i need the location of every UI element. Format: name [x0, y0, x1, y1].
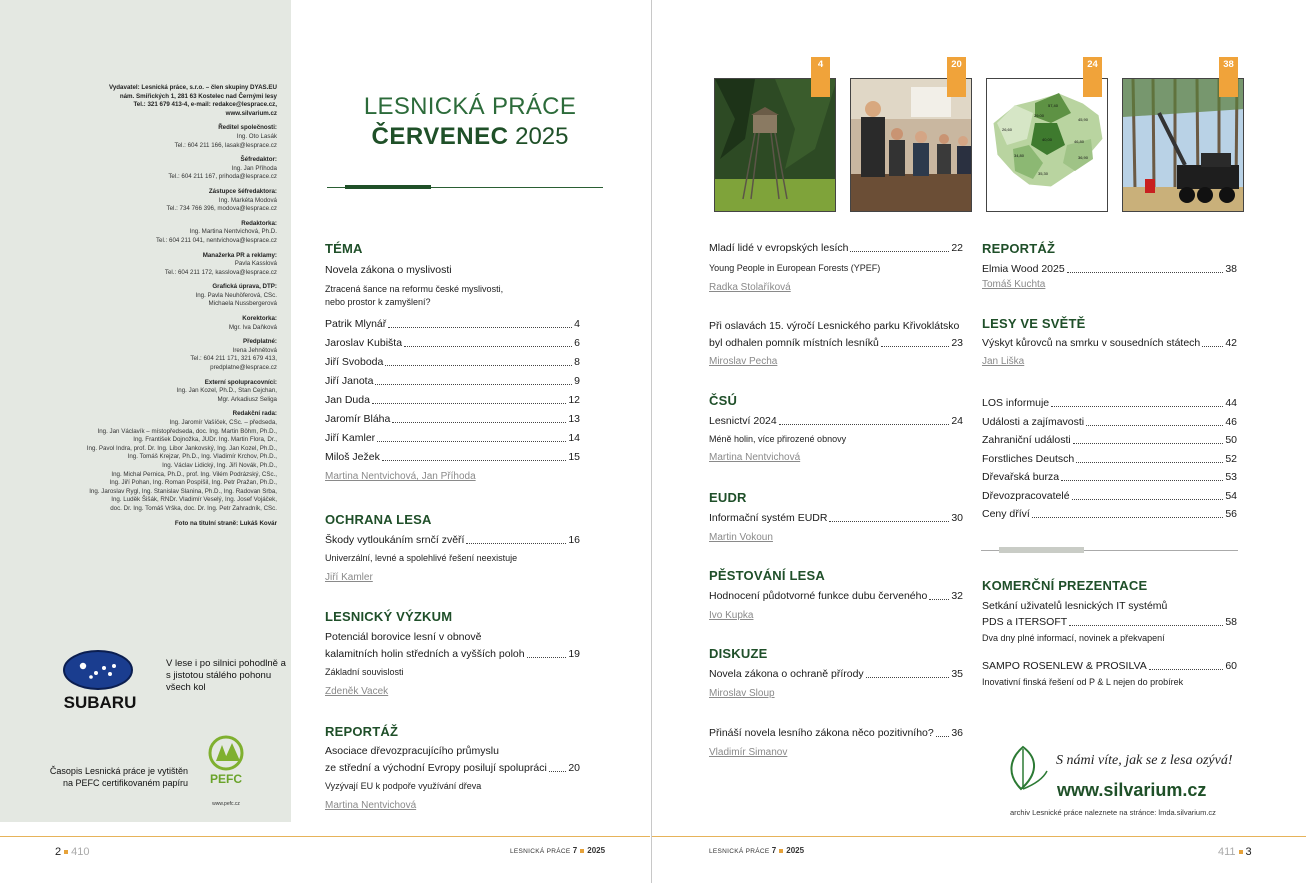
page-badge: 38 [1219, 57, 1238, 97]
page-badge: 24 [1083, 57, 1102, 97]
pefc-url: www.pefc.cz [212, 801, 240, 807]
toc-subtitle: nebo prostor k zamyšlení? [325, 297, 431, 307]
toc-entry[interactable]: Patrik Mlynář 4 [325, 318, 580, 330]
subaru-ad-text: V lese i po silnici pohodlně a s jistotou stálého pohonu všech kol [166, 658, 286, 693]
pefc-label: PEFC [209, 772, 243, 786]
toc-entry[interactable]: Jaromír Bláha 13 [325, 413, 580, 425]
section-heading: LESNICKÝ VÝZKUM [325, 609, 453, 624]
toc-entry[interactable]: Zahraniční události 50 [982, 434, 1237, 446]
svg-text:36,90: 36,90 [1077, 155, 1089, 160]
toc-author[interactable]: Martina Nentvichová [709, 452, 801, 463]
toc-author[interactable]: Martina Nentvichová [325, 800, 417, 811]
imprint-line: doc. Dr. Ing. Tomáš Vrška, doc. Dr. Ing. Petr Zahradník, CSc. [110, 504, 277, 512]
imprint-line: www.silvarium.cz [225, 109, 277, 117]
imprint-line: Ing. Jaroslav Rygl, Ing. Stanislav Slanina, Ph.D., Ing. Radovan Srba, [89, 487, 277, 495]
toc-author[interactable]: Ivo Kupka [709, 610, 754, 621]
toc-entry[interactable]: Novela zákona o ochraně přírody 35 [709, 668, 963, 680]
imprint-line: Ing. Tomáš Krejzar, Ph.D., Ing. Vladimír Krchov, Ph.D., [127, 453, 277, 461]
toc-entry[interactable]: Přináší novela lesního zákona něco pozitivního? 36 [709, 727, 963, 739]
svg-text:40,00: 40,00 [1041, 137, 1053, 142]
toc-entry[interactable]: Forstliches Deutsch 52 [982, 452, 1237, 465]
imprint [27, 84, 277, 528]
toc-subtitle: Univerzální, levné a spolehlivé řešení neexistuje [325, 553, 518, 563]
toc-title[interactable]: Potenciál borovice lesní v obnově [325, 631, 482, 643]
imprint-line: Ing. Jan Kozel, Ph.D., Stan Cejchan, [176, 387, 277, 395]
silvarium-leaf-icon [1003, 745, 1049, 791]
footer-rule-left [0, 836, 650, 837]
toc-section-diskuze [709, 646, 963, 700]
page-number-left: 2 410 [55, 846, 90, 858]
imprint-line: Ing. Jaromír Vašíček, CSc. – předseda, [169, 419, 277, 426]
section-heading: REPORTÁŽ [982, 241, 1056, 256]
toc-subtitle: Ztracená šance na reformu české myslivosti, [325, 284, 504, 294]
toc-section-eudr [709, 490, 963, 544]
toc-entry[interactable]: Miloš Ježek 15 [325, 451, 580, 463]
toc-entry[interactable]: Jaroslav Kubišta 6 [325, 337, 580, 349]
imprint-line: Tel.: 604 211 172, kasslova@lesprace.cz [164, 268, 277, 276]
toc-section-mladi [709, 241, 963, 294]
imprint-line: Tel.: 604 211 041, nentvichova@lesprace.cz [155, 236, 277, 244]
svg-text:34,80: 34,80 [1013, 153, 1025, 158]
section-heading: PĚSTOVÁNÍ LESA [709, 568, 825, 583]
toc-section-komercni [982, 578, 1237, 689]
running-footer-right: LESNICKÁ PRÁCE 7 2025 [709, 846, 805, 855]
imprint-line: Předplatné: [242, 338, 277, 346]
forest-hunting-stand-photo[interactable] [714, 78, 836, 212]
imprint-line: Pavla Kasslová [234, 260, 277, 268]
toc-author[interactable]: Radka Stolaříková [709, 282, 791, 293]
toc-subtitle: Méně holin, více přirozené obnovy [709, 434, 847, 444]
imprint-line: Michaela Nussbergerová [208, 300, 277, 308]
imprint-line: Ing. Jiří Pohan, Ing. Roman Pospíšil, Ing. Petr Pražan, Ph.D., [109, 479, 277, 487]
toc-subtitle: Vyzývají EU k podpoře využívání dřeva [325, 781, 482, 791]
svg-text:57,40: 57,40 [1047, 103, 1059, 108]
section-heading: KOMERČNÍ PREZENTACE [982, 578, 1148, 593]
toc-subtitle: Dva dny plné informací, novinek a překvapení [982, 633, 1165, 643]
magazine-title [325, 93, 615, 151]
imprint-line: predplatne@lesprace.cz [210, 364, 277, 372]
imprint-line: Tel.: 604 211 171, 321 679 413, [190, 355, 277, 363]
page-spine [651, 0, 652, 883]
issue-year: 2025 [515, 123, 569, 150]
toc-author[interactable]: Jiří Kamler [325, 572, 373, 583]
section-heading: EUDR [709, 490, 747, 505]
toc-title[interactable]: Novela zákona o myslivosti [325, 264, 452, 276]
imprint-line: Ing. Jan Václavík – místopředseda, doc. Ing. Martin Böhm, Ph.D., [97, 427, 277, 435]
imprint-line: Ing. Jan Příhoda [231, 164, 277, 172]
svg-text:26,60: 26,60 [1001, 127, 1013, 132]
toc-author[interactable]: Jan Liška [982, 356, 1025, 367]
imprint-line: nám. Smiřických 1, 281 63 Kostelec nad Černými lesy [119, 92, 277, 100]
section-heading: OCHRANA LESA [325, 512, 432, 527]
subaru-logo [46, 646, 156, 716]
toc-author[interactable]: Vladimír Simanov [709, 747, 788, 758]
imprint-line: Externí spolupracovníci: [204, 378, 277, 386]
silvarium-slogan: S námi víte, jak se z lesa ozývá! [1056, 753, 1233, 768]
section-heading: REPORTÁŽ [325, 724, 399, 739]
toc-entry[interactable]: Jan Duda 12 [325, 394, 580, 406]
toc-author[interactable]: Miroslav Pecha [709, 356, 778, 367]
issue-month: ČERVENEC [371, 123, 509, 150]
toc-author[interactable]: Martina Nentvichová, Jan Příhoda [325, 471, 476, 482]
toc-section-pestovani [709, 568, 963, 622]
toc-author[interactable]: Zdeněk Vacek [325, 686, 389, 697]
imprint-line: Irena Jehnětová [232, 346, 277, 354]
imprint-line: Tel.: 604 211 166, lasak@lesprace.cz [174, 141, 277, 149]
toc-subtitle: Základní souvislosti [325, 667, 404, 677]
imprint-line: Mgr. Iva Daňková [228, 323, 277, 331]
imprint-line: Ing. Oto Lasák [236, 132, 277, 140]
footer-rule-right [652, 836, 1306, 837]
toc-section-csu [709, 393, 963, 464]
toc-entry[interactable]: Lesnictví 2024 24 [709, 415, 963, 427]
toc-entry[interactable]: Jiří Janota 9 [325, 375, 580, 387]
toc-title[interactable]: Při oslavách 15. výročí Lesnického parku Křivoklátsko [709, 320, 960, 332]
toc-section-lesy [982, 316, 1237, 368]
toc-entry[interactable]: Události a zajímavosti 46 [982, 415, 1237, 428]
imprint-line: Foto na titulní straně: Lukáš Kovár [174, 519, 277, 527]
masthead-sidebar [0, 0, 291, 822]
conference-photo[interactable] [850, 78, 972, 212]
toc-entry[interactable]: PDS a ITERSOFT 58 [982, 616, 1237, 628]
silvarium-url[interactable]: www.silvarium.cz [1057, 780, 1207, 800]
toc-author[interactable]: Martin Vokoun [709, 532, 773, 543]
imprint-line: Ing. Luděk Šišák, RNDr. Vladimír Veselý, Ing. Josef Vojáček, [111, 496, 277, 504]
toc-entry[interactable]: Dřevařská burza 53 [982, 471, 1237, 483]
toc-entry[interactable]: byl odhalen pomník místních lesníků 23 [709, 337, 963, 349]
page-badge: 20 [947, 57, 966, 97]
toc-author[interactable]: Miroslav Sloup [709, 688, 775, 699]
imprint-line: Tel.: 321 679 413-4, e-mail: redakce@lesprace.cz, [133, 101, 277, 109]
imprint-line: Ing. Michal Pernica, Ph.D., prof. Ing. Vilém Podrázský, CSc., [111, 470, 277, 478]
forest-harvester-photo[interactable] [1122, 78, 1244, 212]
imprint-line: Redakční rada: [232, 410, 277, 418]
imprint-line: Tel.: 604 211 167, prihoda@lesprace.cz [168, 173, 277, 181]
toc-entry[interactable]: Elmia Wood 2025 38 [982, 263, 1237, 275]
imprint-line: Tel.: 734 766 396, modova@lesprace.cz [166, 205, 277, 213]
toc-section-reportaz [325, 724, 580, 812]
toc-entry[interactable]: Hodnocení půdotvorné funkce dubu červeného 32 [709, 590, 963, 602]
imprint-line: Vydavatel: Lesnická práce, s.r.o. – člen skupiny DYAS.EU [108, 84, 277, 91]
toc-section-ochrana [325, 512, 580, 584]
toc-section-vyzkum [325, 609, 580, 698]
toc-entry[interactable]: Ceny dříví 56 [982, 508, 1237, 520]
imprint-line: Manažerka PR a reklamy: [202, 251, 277, 259]
toc-entry[interactable]: Jiří Svoboda 8 [325, 356, 580, 368]
pefc-statement: Časopis Lesnická práce je vytištěn na PEFC certifikovaném papíru [49, 766, 188, 788]
toc-section-oslavy [709, 319, 963, 368]
svg-text:29,00: 29,00 [1033, 113, 1045, 118]
imprint-line: Korektorka: [242, 315, 277, 323]
page-number-right: 411 3 [1218, 846, 1252, 858]
toc-title[interactable]: Setkání uživatelů lesnických IT systémů [982, 600, 1168, 612]
toc-section-reportaz-right [982, 241, 1237, 291]
section-rule-accent [999, 547, 1084, 553]
toc-entry[interactable]: kalamitních holin středních a vyšších poloh 19 [325, 648, 580, 660]
magazine-name: LESNICKÁ PRÁCE [363, 93, 577, 120]
toc-entry[interactable]: Mladí lidé v evropských lesích 22 [709, 242, 963, 254]
svg-text:35,30: 35,30 [1037, 171, 1049, 176]
toc-entry[interactable]: ze střední a východní Evropy posilují spolupráci 20 [325, 762, 580, 774]
issue-date [325, 123, 615, 151]
imprint-line: Ing. František Dojnožka, JUDr. Ing. Martin Flora, Dr., [133, 436, 277, 444]
imprint-line: Zástupce šéfredaktora: [208, 187, 277, 195]
svg-text:46,80: 46,80 [1073, 139, 1085, 144]
toc-author[interactable]: Tomáš Kuchta [982, 279, 1046, 290]
imprint-line: Ing. Václav Lidický, Ing. Jiří Novák, Ph.D., [162, 461, 277, 469]
toc-section-prinasi [709, 726, 963, 759]
imprint-line: Mgr. Arkadiusz Seliga [217, 395, 277, 403]
imprint-line: Šéfredaktor: [240, 156, 277, 164]
toc-misc-list [982, 396, 1237, 521]
pefc-logo [200, 735, 252, 807]
svg-text:45,90: 45,90 [1077, 117, 1089, 122]
toc-entry[interactable]: SAMPO ROSENLEW & PROSILVA 60 [982, 660, 1237, 672]
section-heading: ČSÚ [709, 393, 738, 408]
imprint-line: Grafická úprava, DTP: [212, 283, 277, 291]
toc-entry[interactable]: Dřevozpracovatelé 54 [982, 489, 1237, 502]
section-heading: TÉMA [325, 241, 363, 256]
page-badge: 4 [811, 57, 830, 97]
imprint-line: Ing. Pavla Neuhöferová, CSc. [195, 291, 277, 299]
imprint-line: Ředitel společnosti: [218, 124, 277, 132]
toc-section-tema [325, 241, 580, 483]
toc-entry[interactable]: Jiří Kamler 14 [325, 432, 580, 444]
imprint-line: Ing. Martina Nentvichová, Ph.D. [189, 228, 277, 236]
imprint-line: Ing. Pavol Indra, prof. Dr. Ing. Libor Jankovský, Ing. Jan Kozel, Ph.D., [86, 444, 277, 452]
toc-entry[interactable]: LOS informuje 44 [982, 397, 1237, 409]
subaru-brand: SUBARU [63, 693, 137, 712]
toc-entry[interactable]: Informační systém EUDR 30 [709, 512, 963, 524]
toc-title[interactable]: Asociace dřevozpracujícího průmyslu [325, 745, 499, 757]
toc-entry[interactable]: Výskyt kůrovců na smrku v sousedních státech 42 [982, 337, 1237, 349]
toc-subtitle: Young People in European Forests (YPEF) [709, 263, 881, 273]
imprint-line: Redaktorka: [241, 219, 277, 227]
section-heading: LESY VE SVĚTĚ [982, 316, 1086, 331]
title-rule-accent [345, 185, 431, 189]
czech-map-chart[interactable] [986, 78, 1108, 212]
toc-entry-list [325, 317, 580, 464]
running-footer-left: LESNICKÁ PRÁCE 7 2025 [510, 846, 606, 855]
imprint-line: Ing. Markéta Modová [218, 196, 277, 204]
toc-subtitle: Inovativní finská řešení od P & L nejen do probírek [982, 677, 1184, 687]
toc-entry[interactable]: Škody vytloukáním srnčí zvěří 16 [325, 534, 580, 546]
silvarium-archive-note: archiv Lesnické práce naleznete na stránce: lmda.silvarium.cz [1010, 808, 1216, 817]
section-heading: DISKUZE [709, 646, 768, 661]
